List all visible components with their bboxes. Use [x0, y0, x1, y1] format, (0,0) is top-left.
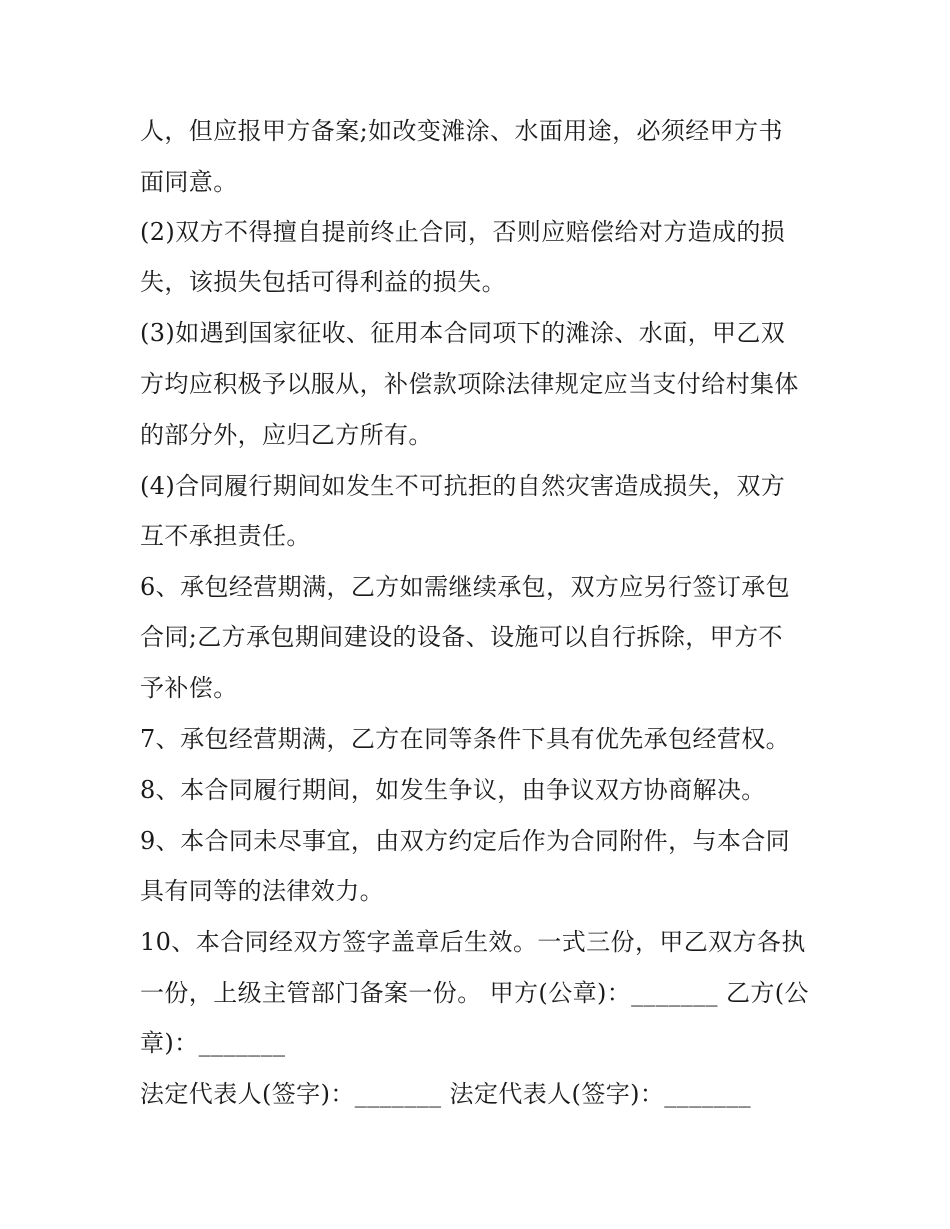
text-line: 6、承包经营期满，乙方如需继续承包，双方应另行签订承包: [140, 573, 791, 601]
text-line: (3)如遇到国家征收、征用本合同项下的滩涂、水面，甲乙双: [140, 319, 786, 347]
text-line: 具有同等的法律效力。: [140, 877, 384, 905]
text-line: 法定代表人(签字)：_______ 法定代表人(签字)：_______: [140, 1080, 752, 1108]
text-line: (2)双方不得擅自提前终止合同，否则应赔偿给对方造成的损: [140, 218, 786, 246]
text-line: 互不承担责任。: [140, 522, 311, 550]
text-line: 面同意。: [140, 168, 238, 196]
text-line: 人，但应报甲方备案;如改变滩涂、水面用途，必须经甲方书: [140, 117, 783, 145]
text-line: 予补偿。: [140, 674, 238, 702]
text-line: (4)合同履行期间如发生不可抗拒的自然灾害造成损失，双方: [140, 472, 786, 500]
text-line: 8、本合同履行期间，如发生争议，由争议双方协商解决。: [140, 776, 766, 804]
text-line: 7、承包经营期满，乙方在同等条件下具有优先承包经营权。: [140, 725, 791, 753]
text-line: 失，该损失包括可得利益的损失。: [140, 268, 506, 296]
text-line: 方均应积极予以服从，补偿款项除法律规定应当支付给村集体: [140, 370, 799, 398]
text-line: 一份，上级主管部门备案一份。 甲方(公章)：_______ 乙方(公: [140, 979, 809, 1007]
text-line: 合同;乙方承包期间建设的设备、设施可以自行拆除，甲方不: [140, 623, 783, 651]
text-line: 9、本合同未尽事宜，由双方约定后作为合同附件，与本合同: [140, 827, 791, 855]
text-line: 的部分外，应归乙方所有。: [140, 421, 433, 449]
text-line: 章)：_______: [140, 1029, 286, 1057]
text-line: 10、本合同经双方签字盖章后生效。一式三份，甲乙双方各执: [140, 928, 806, 956]
